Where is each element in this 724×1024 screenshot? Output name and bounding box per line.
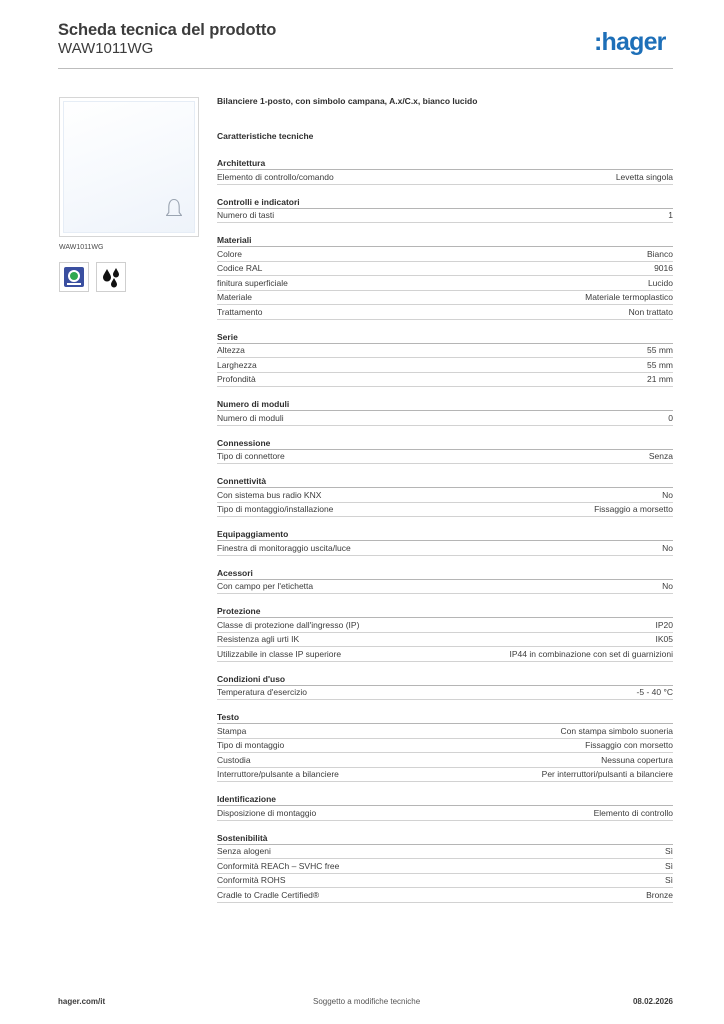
spec-label: Cradle to Cradle Certified® — [217, 889, 320, 900]
spec-value: Materiale termoplastico — [585, 292, 673, 303]
spec-section — [217, 437, 673, 465]
spec-label: Custodia — [217, 754, 251, 765]
spec-row — [217, 262, 673, 277]
spec-label: Tipo di montaggio — [217, 740, 285, 751]
spec-value: Non trattato — [628, 306, 673, 317]
spec-row — [217, 753, 673, 768]
section-title: Protezione — [217, 605, 673, 618]
section-title: Controlli e indicatori — [217, 196, 673, 209]
spec-label: Disposizione di montaggio — [217, 807, 317, 818]
spec-section — [217, 832, 673, 903]
spec-label: finitura superficiale — [217, 277, 288, 288]
spec-value: Senza — [648, 451, 673, 462]
spec-value: Sì — [664, 846, 673, 857]
recycling-label-icon — [59, 262, 89, 292]
section-title: Acessori — [217, 567, 673, 580]
section-title: Architettura — [217, 157, 673, 170]
spec-row — [217, 618, 673, 633]
spec-value: Per interruttori/pulsanti a bilanciere — [541, 769, 673, 780]
spec-value: 0 — [668, 412, 673, 423]
spec-row — [217, 874, 673, 889]
spec-value: Sì — [664, 875, 673, 886]
footer-date: 08.02.2026 — [632, 997, 673, 1006]
spec-value: 55 mm — [647, 359, 673, 370]
spec-label: Conformità REACh – SVHC free — [217, 860, 340, 871]
spec-row — [217, 450, 673, 465]
spec-row — [217, 541, 673, 556]
spec-section — [217, 398, 673, 426]
spec-section — [217, 331, 673, 388]
spec-label: Altezza — [217, 345, 245, 356]
spec-value: -5 - 40 °C — [636, 687, 673, 698]
spec-value: Con stampa simbolo suoneria — [560, 725, 673, 736]
spec-label: Resistenza agli urti IK — [217, 634, 300, 645]
spec-row — [217, 209, 673, 224]
product-image — [59, 97, 199, 237]
spec-value: IP44 in combinazione con set di guarnizioni — [509, 648, 673, 659]
spec-value: No — [662, 581, 673, 592]
spec-label: Temperatura d'esercizio — [217, 687, 307, 698]
spec-label: Larghezza — [217, 359, 257, 370]
spec-label: Utilizzabile in classe IP superiore — [217, 648, 342, 659]
bell-icon — [164, 197, 184, 219]
spec-section — [217, 793, 673, 821]
spec-value: Bianco — [647, 248, 673, 259]
spec-row — [217, 247, 673, 262]
spec-value: No — [662, 489, 673, 500]
spec-sections — [217, 157, 673, 903]
spec-row — [217, 739, 673, 754]
spec-row — [217, 276, 673, 291]
hager-logo-text: :hager — [594, 28, 666, 56]
spec-label: Con sistema bus radio KNX — [217, 489, 322, 500]
characteristics-title: Caratteristiche tecniche — [217, 131, 314, 141]
spec-value: Fissaggio a morsetto — [594, 504, 673, 515]
spec-label: Elemento di controllo/comando — [217, 171, 334, 182]
spec-row — [217, 411, 673, 426]
spec-value: Bronze — [646, 889, 673, 900]
spec-value: Nessuna copertura — [601, 754, 673, 765]
spec-row — [217, 806, 673, 821]
spec-value: IP20 — [655, 619, 673, 630]
spec-section — [217, 157, 673, 185]
spec-label: Tipo di connettore — [217, 451, 285, 462]
section-title: Materiali — [217, 234, 673, 247]
spec-value: Sì — [664, 860, 673, 871]
spec-row — [217, 373, 673, 388]
hager-logo — [594, 26, 674, 58]
spec-section — [217, 234, 673, 320]
spec-row — [217, 768, 673, 783]
spec-row — [217, 358, 673, 373]
spec-label: Numero di moduli — [217, 412, 284, 423]
spec-row — [217, 859, 673, 874]
spec-row — [217, 647, 673, 662]
spec-section — [217, 196, 673, 224]
spec-row — [217, 170, 673, 185]
spec-row — [217, 633, 673, 648]
spec-row — [217, 344, 673, 359]
spec-section — [217, 475, 673, 517]
section-title: Connettività — [217, 475, 673, 488]
spec-row — [217, 503, 673, 518]
product-details — [217, 96, 673, 914]
spec-label: Tipo di montaggio/installazione — [217, 504, 334, 515]
product-description: Bilanciere 1-posto, con simbolo campana, A.x/C.x, bianco lucido — [217, 96, 478, 106]
section-title: Identificazione — [217, 793, 673, 806]
spec-section — [217, 528, 673, 556]
section-title: Condizioni d'uso — [217, 673, 673, 686]
section-title: Equipaggiamento — [217, 528, 673, 541]
spec-value: Lucido — [647, 277, 673, 288]
section-title: Serie — [217, 331, 673, 344]
section-title: Connessione — [217, 437, 673, 450]
spec-label: Numero di tasti — [217, 210, 275, 221]
spec-value: Elemento di controllo — [593, 807, 673, 818]
spec-label: Profondità — [217, 374, 256, 385]
spec-value: Levetta singola — [615, 171, 673, 182]
spec-label: Colore — [217, 248, 243, 259]
spec-label: Interruttore/pulsante a bilanciere — [217, 769, 339, 780]
spec-label: Codice RAL — [217, 263, 263, 274]
spec-label: Finestra di monitoraggio uscita/luce — [217, 542, 351, 553]
spec-value: 21 mm — [647, 374, 673, 385]
header-divider — [58, 68, 673, 69]
spec-value: IK05 — [655, 634, 673, 645]
product-code: WAW1011WG — [58, 40, 154, 57]
section-title: Testo — [217, 711, 673, 724]
spec-label: Conformità ROHS — [217, 875, 286, 886]
spec-label: Stampa — [217, 725, 247, 736]
spec-row — [217, 305, 673, 320]
section-title: Numero di moduli — [217, 398, 673, 411]
spec-label: Materiale — [217, 292, 252, 303]
spec-value: Fissaggio con morsetto — [585, 740, 673, 751]
spec-row — [217, 580, 673, 595]
spec-value: 9016 — [654, 263, 673, 274]
spec-row — [217, 724, 673, 739]
spec-row — [217, 291, 673, 306]
spec-section — [217, 711, 673, 782]
water-drop-icon — [96, 262, 126, 292]
spec-label: Senza alogeni — [217, 846, 271, 857]
section-title: Sostenibilità — [217, 832, 673, 845]
footer-website[interactable]: hager.com/it — [58, 997, 106, 1006]
spec-section — [217, 673, 673, 701]
spec-section — [217, 567, 673, 595]
spec-row — [217, 488, 673, 503]
spec-row — [217, 845, 673, 860]
spec-row — [217, 686, 673, 701]
page-title: Scheda tecnica del prodotto — [58, 21, 277, 39]
spec-label: Con campo per l'etichetta — [217, 581, 314, 592]
image-caption: WAW1011WG — [59, 244, 104, 251]
spec-label: Classe di protezione dall'ingresso (IP) — [217, 619, 360, 630]
spec-label: Trattamento — [217, 306, 263, 317]
spec-value: No — [662, 542, 673, 553]
footer-note: Soggetto a modifiche tecniche — [313, 997, 421, 1006]
spec-section — [217, 605, 673, 662]
spec-row — [217, 888, 673, 903]
spec-value: 1 — [668, 210, 673, 221]
spec-value: 55 mm — [647, 345, 673, 356]
